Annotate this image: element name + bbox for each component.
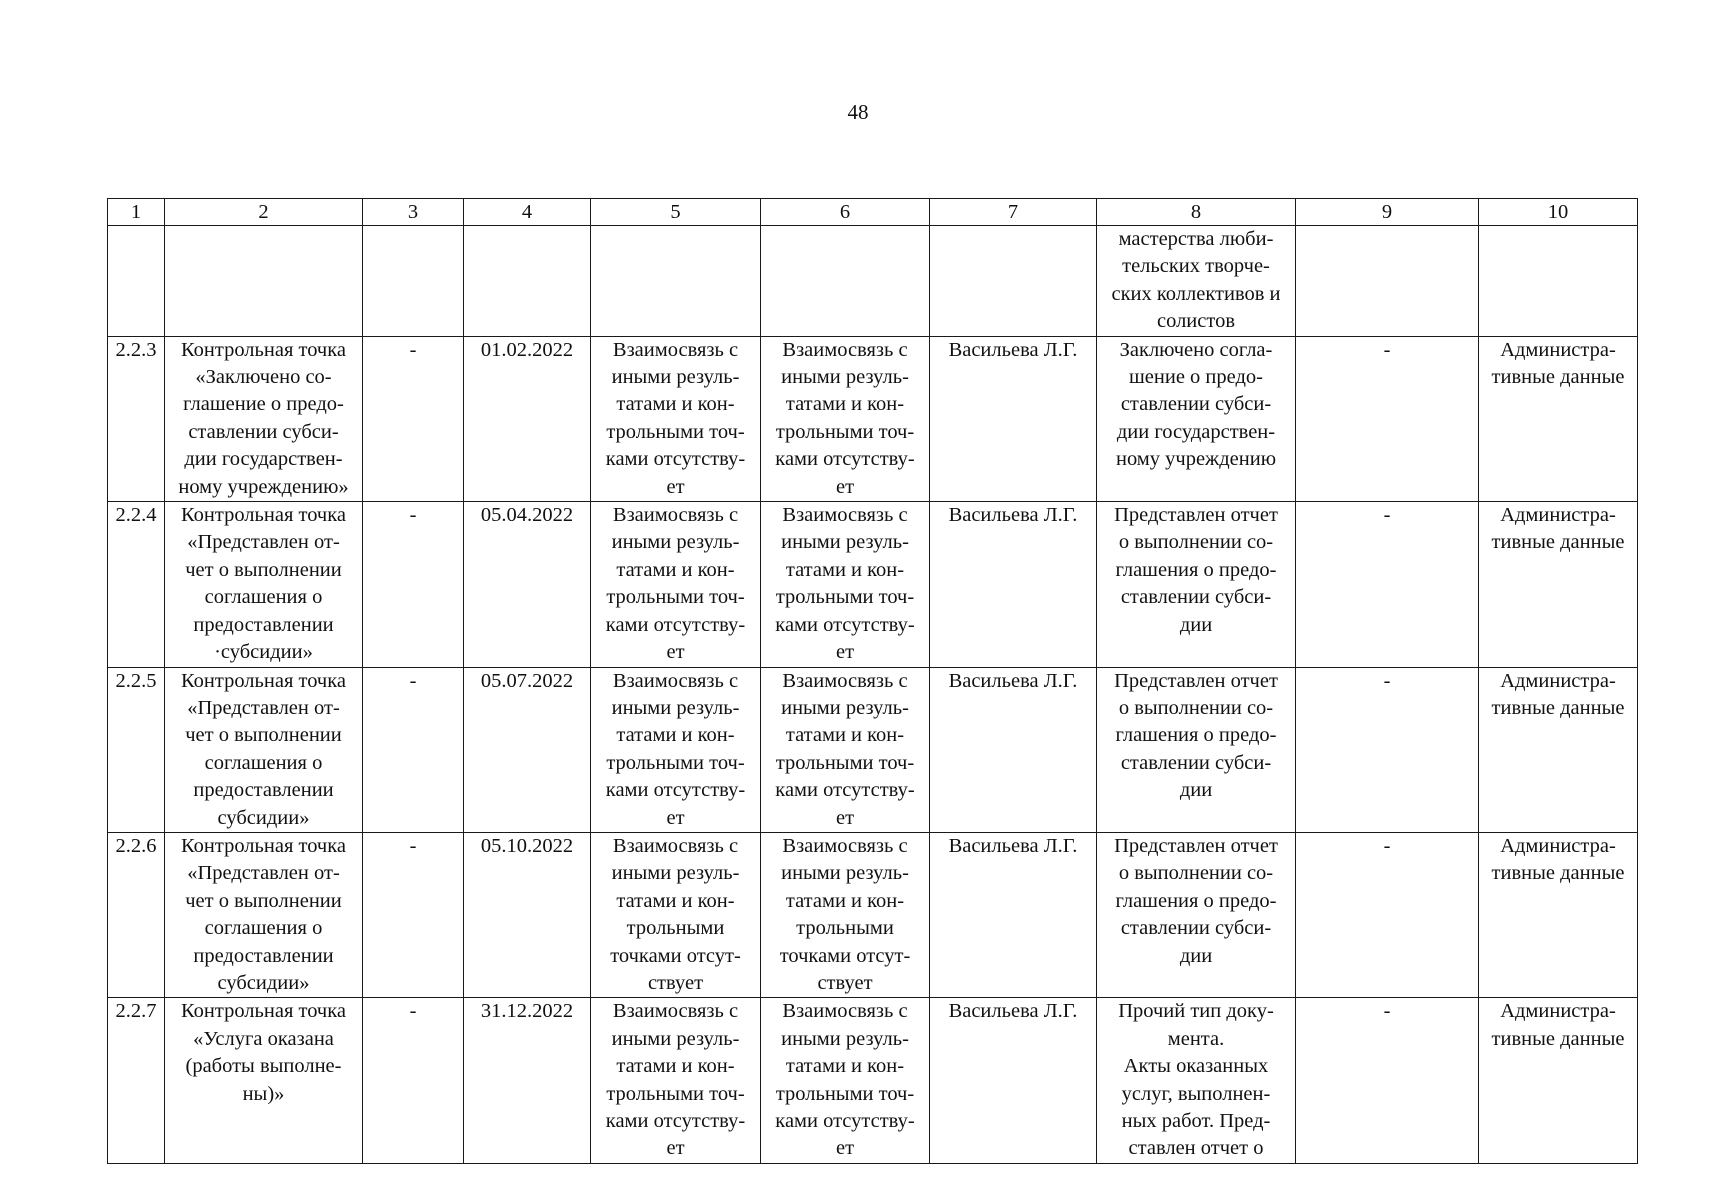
cell-line: «Услуга оказана — [193, 1027, 334, 1050]
table-cell-col8 — [1097, 832, 1296, 997]
table-cell-col7 — [930, 226, 1097, 337]
cell-line: татами и кон- — [616, 1055, 735, 1078]
cell-line: Взаимосвязь с — [612, 504, 739, 527]
cell-line: трольными точ- — [606, 1082, 745, 1105]
table-cell-col6 — [761, 998, 930, 1163]
cell-line: чет о выполнении — [185, 889, 342, 912]
table-cell-col10 — [1479, 667, 1638, 832]
cell-line: Взаимосвязь с — [782, 338, 908, 361]
cell-line: ствует — [817, 971, 873, 994]
cell-line: глашение о предо- — [183, 393, 344, 416]
table-cell-col3: - — [363, 502, 464, 667]
table-cell-col2 — [165, 336, 363, 501]
cell-line: ·субсидии» — [214, 641, 313, 664]
cell-line: ками отсутству- — [775, 448, 915, 471]
table-cell-col7: Васильева Л.Г. — [930, 667, 1097, 832]
column-header-4: 4 — [464, 199, 591, 226]
table-cell-col6 — [761, 832, 930, 997]
cell-line: мента. — [1167, 1027, 1225, 1050]
cell-line: о выполнении со- — [1118, 531, 1274, 554]
cell-line: ному учреждению» — [178, 475, 349, 498]
table-row — [108, 667, 1638, 832]
table-cell-col2 — [165, 502, 363, 667]
cell-line: ет — [666, 1137, 685, 1160]
table-cell-col6 — [761, 667, 930, 832]
cell-line: ет — [666, 641, 685, 664]
cell-line: предоставлении — [193, 779, 334, 802]
cell-line: «Заключено со- — [195, 366, 332, 389]
cell-line: Представлен отчет — [1114, 834, 1278, 857]
table-cell-col8 — [1097, 336, 1296, 501]
table-cell-col10 — [1479, 336, 1638, 501]
table-cell-col8 — [1097, 502, 1296, 667]
cell-line: субсидии» — [217, 806, 310, 829]
page-number: 48 — [847, 100, 869, 124]
table-cell-col3: - — [363, 667, 464, 832]
cell-line: тивные данные — [1491, 1027, 1625, 1050]
table-cell-col8 — [1097, 667, 1296, 832]
cell-line: татами и кон- — [785, 889, 905, 912]
table-cell-col6 — [761, 226, 930, 337]
cell-line: точками отсут- — [779, 944, 911, 967]
cell-line: иными резуль- — [611, 1027, 740, 1050]
cell-line: чет о выполнении — [185, 558, 342, 581]
column-header-3: 3 — [363, 199, 464, 226]
cell-line: ками отсутству- — [605, 1110, 746, 1132]
cell-line: татами и кон- — [616, 558, 735, 581]
cell-line: ет — [835, 806, 855, 829]
cell-line: «Представлен от- — [187, 531, 340, 554]
cell-line: трольными точ- — [775, 420, 915, 443]
cell-line: Контрольная точка — [181, 504, 346, 527]
table-cell-col8 — [1097, 998, 1296, 1163]
cell-line: глашения о предо- — [1115, 724, 1277, 747]
cell-line: ставлении субси- — [1120, 917, 1272, 940]
cell-line: ставлен отчет о — [1128, 1137, 1264, 1160]
table-cell-col4: 05.07.2022 — [464, 667, 591, 832]
cell-line: Взаимосвязь с — [612, 669, 739, 692]
table-cell-col9: - — [1296, 832, 1479, 997]
column-header-1: 1 — [108, 199, 165, 226]
cell-line: Акты оказанных — [1123, 1055, 1269, 1078]
cell-line: иными резуль- — [781, 696, 909, 719]
table-cell-col4: 31.12.2022 — [464, 998, 591, 1163]
cell-line: солистов — [1157, 310, 1235, 333]
table-row — [108, 502, 1638, 667]
table-cell-col4: 01.02.2022 — [464, 336, 591, 501]
cell-line: иными резуль- — [611, 862, 740, 885]
table-cell-col3: - — [363, 998, 464, 1163]
table-cell-col5 — [591, 832, 761, 997]
cell-line: тивные данные — [1491, 862, 1625, 885]
table-cell-col5 — [591, 336, 761, 501]
cell-line: ет — [835, 1137, 855, 1160]
table-cell-col10 — [1479, 998, 1638, 1163]
table-row — [108, 226, 1638, 337]
table-cell-col2 — [165, 226, 363, 337]
cell-line: Представлен отчет — [1114, 669, 1278, 692]
cell-line: татами и кон- — [785, 1055, 905, 1078]
cell-line: ных работ. Пред- — [1121, 1110, 1271, 1132]
cell-line: Взаимосвязь с — [782, 834, 908, 857]
table-cell-col9: - — [1296, 998, 1479, 1163]
cell-line: дии — [1179, 944, 1213, 967]
cell-line: тельских творче- — [1122, 255, 1270, 278]
table-cell-col9: - — [1296, 502, 1479, 667]
cell-line: татами и кон- — [616, 724, 735, 747]
cell-line: иными резуль- — [781, 366, 909, 389]
column-header-7: 7 — [930, 199, 1097, 226]
cell-line: Взаимосвязь с — [782, 504, 908, 527]
cell-line: Контрольная точка — [181, 834, 346, 857]
cell-line: соглашения о — [204, 586, 323, 609]
table-cell-col6 — [761, 336, 930, 501]
cell-line: глашения о предо- — [1115, 889, 1277, 912]
cell-line: трольными — [796, 917, 894, 940]
table-row — [108, 832, 1638, 997]
table-cell-col10 — [1479, 502, 1638, 667]
column-header-10: 10 — [1479, 199, 1638, 226]
cell-line: трольными точ- — [775, 1082, 915, 1105]
cell-line: татами и кон- — [616, 393, 735, 416]
table-header-row — [108, 199, 1638, 226]
cell-line: ставлении субси- — [188, 420, 339, 443]
cell-line: Взаимосвязь с — [612, 834, 739, 857]
cell-line: татами и кон- — [785, 393, 905, 416]
cell-line: тивные данные — [1491, 531, 1625, 554]
cell-line: дии государствен- — [1116, 420, 1276, 443]
cell-line: Взаимосвязь с — [612, 338, 739, 361]
cell-line: предоставлении — [193, 944, 334, 967]
cell-line: татами и кон- — [616, 889, 735, 912]
cell-line: глашения о предо- — [1115, 558, 1277, 581]
cell-line: трольными точ- — [775, 586, 915, 609]
cell-line: трольными точ- — [775, 751, 915, 774]
column-header-2: 2 — [165, 199, 363, 226]
cell-line: «Представлен от- — [187, 862, 340, 885]
cell-line: о выполнении со- — [1118, 696, 1274, 719]
column-header-9: 9 — [1296, 199, 1479, 226]
table-cell-col9 — [1296, 226, 1479, 337]
column-header-8: 8 — [1097, 199, 1296, 226]
table-cell-col3: - — [363, 832, 464, 997]
cell-line: дии — [1179, 613, 1213, 636]
cell-line: трольными точ- — [606, 586, 745, 609]
cell-line: Администра- — [1500, 1000, 1616, 1023]
cell-line: услуг, выполнен- — [1121, 1082, 1271, 1105]
cell-line: татами и кон- — [785, 724, 905, 747]
cell-line: иными резуль- — [781, 1027, 909, 1050]
cell-line: о выполнении со- — [1118, 862, 1274, 885]
cell-line: трольными — [626, 917, 725, 940]
cell-line: ставлении субси- — [1120, 751, 1272, 774]
cell-line: Взаимосвязь с — [612, 1000, 739, 1023]
table-cell-col1: 2.2.5 — [108, 667, 165, 832]
plan-table — [107, 198, 1638, 1164]
table-cell-col2 — [165, 832, 363, 997]
table-cell-col9: - — [1296, 667, 1479, 832]
table-cell-col5 — [591, 998, 761, 1163]
table-cell-col7: Васильева Л.Г. — [930, 336, 1097, 501]
cell-line: шение о предо- — [1129, 366, 1263, 389]
table-cell-col9: - — [1296, 336, 1479, 501]
cell-line: иными резуль- — [781, 862, 909, 885]
cell-line: чет о выполнении — [185, 724, 342, 747]
cell-line: ками отсутству- — [775, 613, 915, 636]
table-cell-col3 — [363, 226, 464, 337]
cell-line: Администра- — [1500, 834, 1616, 857]
table-cell-col4: 05.10.2022 — [464, 832, 591, 997]
cell-line: соглашения о — [204, 751, 323, 774]
table-cell-col7: Васильева Л.Г. — [930, 998, 1097, 1163]
cell-line: татами и кон- — [785, 558, 905, 581]
cell-line: ками отсутству- — [775, 1110, 915, 1132]
table-cell-col2 — [165, 667, 363, 832]
table-cell-col10 — [1479, 226, 1638, 337]
cell-line: тивные данные — [1491, 696, 1625, 719]
cell-line: ставлении субси- — [1120, 586, 1272, 609]
cell-line: «Представлен от- — [187, 696, 340, 719]
table-row — [108, 998, 1638, 1163]
cell-line: ет — [835, 641, 855, 664]
cell-line: Взаимосвязь с — [782, 1000, 908, 1023]
table-cell-col8 — [1097, 226, 1296, 337]
table-cell-col3: - — [363, 336, 464, 501]
cell-line: ставлении субси- — [1120, 393, 1272, 416]
cell-line: ному учреждению — [1115, 448, 1277, 471]
cell-line: ками отсутству- — [605, 779, 746, 802]
cell-line: Администра- — [1500, 338, 1616, 361]
cell-line: ками отсутству- — [775, 779, 915, 802]
cell-line: Взаимосвязь с — [782, 669, 908, 692]
cell-line: трольными точ- — [606, 420, 745, 443]
table-cell-col5 — [591, 502, 761, 667]
cell-line: субсидии» — [217, 971, 310, 994]
cell-line: Контрольная точка — [181, 669, 346, 692]
cell-line: точками отсут- — [610, 944, 741, 967]
table-cell-col4 — [464, 226, 591, 337]
cell-line: ет — [666, 806, 685, 829]
table-cell-col7: Васильева Л.Г. — [930, 832, 1097, 997]
cell-line: ет — [666, 475, 685, 498]
cell-line: иными резуль- — [611, 696, 740, 719]
cell-line: соглашения о — [204, 917, 323, 940]
table-row — [108, 336, 1638, 501]
table-cell-col2 — [165, 998, 363, 1163]
table-cell-col1: 2.2.7 — [108, 998, 165, 1163]
cell-line: дии — [1179, 779, 1213, 802]
cell-line: Контрольная точка — [181, 1000, 346, 1023]
cell-line: ских коллективов и — [1111, 282, 1281, 305]
column-header-6: 6 — [761, 199, 930, 226]
cell-line: ны)» — [242, 1082, 285, 1105]
table-cell-col6 — [761, 502, 930, 667]
cell-line: Контрольная точка — [181, 338, 346, 361]
cell-line: иными резуль- — [611, 366, 740, 389]
cell-line: ет — [835, 475, 855, 498]
cell-line: ками отсутству- — [605, 613, 746, 636]
cell-line: (работы выполне- — [185, 1055, 342, 1078]
cell-line: Администра- — [1500, 504, 1616, 527]
cell-line: тивные данные — [1491, 366, 1625, 389]
cell-line: ками отсутству- — [605, 448, 746, 471]
cell-line: иными резуль- — [611, 531, 740, 554]
table-cell-col10 — [1479, 832, 1638, 997]
table-cell-col1: 2.2.6 — [108, 832, 165, 997]
table-cell-col1: 2.2.4 — [108, 502, 165, 667]
cell-line: дии государствен- — [184, 448, 343, 471]
table-cell-col5 — [591, 226, 761, 337]
cell-line: Прочий тип доку- — [1118, 1000, 1274, 1023]
cell-line: Представлен отчет — [1114, 504, 1278, 527]
cell-line: ствует — [647, 971, 704, 994]
table-cell-col1: 2.2.3 — [108, 336, 165, 501]
cell-line: мастерства люби- — [1118, 228, 1274, 250]
table-cell-col7: Васильева Л.Г. — [930, 502, 1097, 667]
table-cell-col4: 05.04.2022 — [464, 502, 591, 667]
column-header-5: 5 — [591, 199, 761, 226]
cell-line: Администра- — [1500, 669, 1616, 692]
cell-line: трольными точ- — [606, 751, 745, 774]
cell-line: иными резуль- — [781, 531, 909, 554]
table-cell-col1 — [108, 226, 165, 337]
cell-line: Заключено согла- — [1119, 338, 1273, 361]
table-cell-col5 — [591, 667, 761, 832]
cell-line: предоставлении — [193, 613, 334, 636]
